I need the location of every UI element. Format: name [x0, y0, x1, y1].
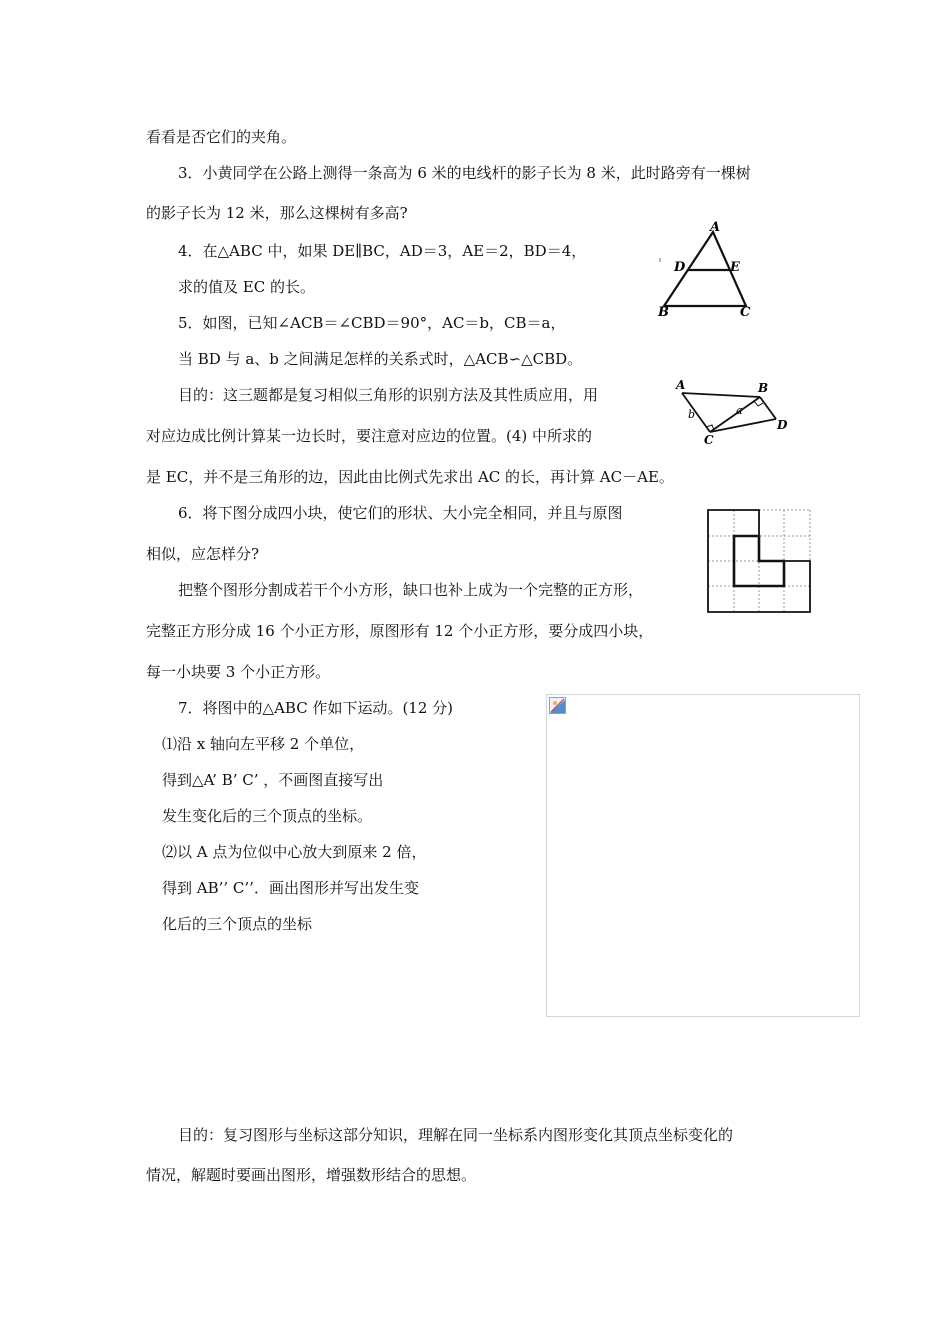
- label-C: C: [740, 305, 751, 320]
- answer-6-line-3: 每一小块要 3 个小正方形。: [146, 663, 331, 681]
- purpose-paragraph-1-line-2: 对应边成比例计算某一边长时，要注意对应边的位置。(4) 中所求的: [146, 427, 593, 445]
- question-7-line-5: ⑵以 A 点为位似中心放大到原来 2 倍，: [162, 843, 427, 861]
- answer-6-line-2: 完整正方形分成 16 个小正方形，原图形有 12 个小正方形，要分成四小块，: [146, 622, 654, 640]
- label-A: A: [676, 378, 686, 392]
- question-7-line-3: 得到△A’ B’ C’ ，不画图直接写出: [162, 771, 384, 789]
- question-5-line-1: 5．如图，已知∠ACB＝∠CBD＝90°，AC＝b，CB＝a，: [178, 314, 566, 332]
- label-B: B: [658, 305, 669, 320]
- label-D: D: [674, 260, 686, 275]
- triangle-de-parallel-bc-figure: [650, 218, 760, 320]
- question-7-line-6: 得到 AB’’ C’’．画出图形并写出发生变: [162, 879, 419, 897]
- label-b: b: [688, 408, 696, 421]
- question-3-line-2: 的影子长为 12 米，那么这棵树有多高?: [146, 204, 408, 222]
- question-7-line-1: 7．将图中的△ABC 作如下运动。(12 分): [178, 699, 454, 717]
- label-C: C: [704, 433, 714, 447]
- purpose-paragraph-2-line-2: 情况，解题时要画出图形，增强数形结合的思想。: [146, 1166, 477, 1184]
- label-a: a: [736, 404, 743, 417]
- question-5-line-2: 当 BD 与 a、b 之间满足怎样的关系式时，△ACB∽△CBD。: [178, 350, 583, 368]
- purpose-paragraph-1-line-1: 目的：这三题都是复习相似三角形的识别方法及其性质应用，用: [178, 386, 599, 404]
- purpose-paragraph-2-line-1: 目的：复习图形与坐标这部分知识，理解在同一坐标系内图形变化其顶点坐标变化的: [178, 1126, 734, 1144]
- answer-6-line-1: 把整个图形分割成若干个小方形，缺口也补上成为一个完整的正方形，: [178, 581, 644, 599]
- broken-image-icon: [549, 697, 566, 714]
- right-triangles-acb-cbd-figure: [672, 376, 796, 448]
- question-7-line-7: 化后的三个顶点的坐标: [162, 915, 313, 933]
- question-4-line-1: 4．在△ABC 中，如果 DE∥BC，AD＝3，AE＝2，BD＝4，: [178, 242, 587, 260]
- purpose-paragraph-1-line-3: 是 EC，并不是三角形的边，因此由比例式先求出 AC 的长，再计算 AC－AE。: [146, 468, 674, 486]
- l-shape-grid-figure: [704, 506, 814, 616]
- label-D: D: [777, 418, 788, 432]
- label-E: E: [730, 260, 740, 275]
- question-3-line-1: 3．小黄同学在公路上测得一条高为 6 米的电线杆的影子长为 8 米，此时路旁有一棵树: [178, 164, 751, 182]
- question-7-line-4: 发生变化后的三个顶点的坐标。: [162, 807, 373, 825]
- label-B: B: [758, 381, 769, 395]
- label-A: A: [710, 220, 721, 235]
- question-7-line-2: ⑴沿 x 轴向左平移 2 个单位，: [162, 735, 365, 753]
- question-4-line-2: 求的值及 EC 的长。: [178, 278, 315, 296]
- question-6-line-2: 相似，应怎样分?: [146, 545, 260, 563]
- question-6-line-1: 6．将下图分成四小块，使它们的形状、大小完全相同，并且与原图: [178, 504, 623, 522]
- text-line: 看看是否它们的夹角。: [146, 128, 297, 146]
- coordinate-grid-image-placeholder: [546, 694, 860, 1017]
